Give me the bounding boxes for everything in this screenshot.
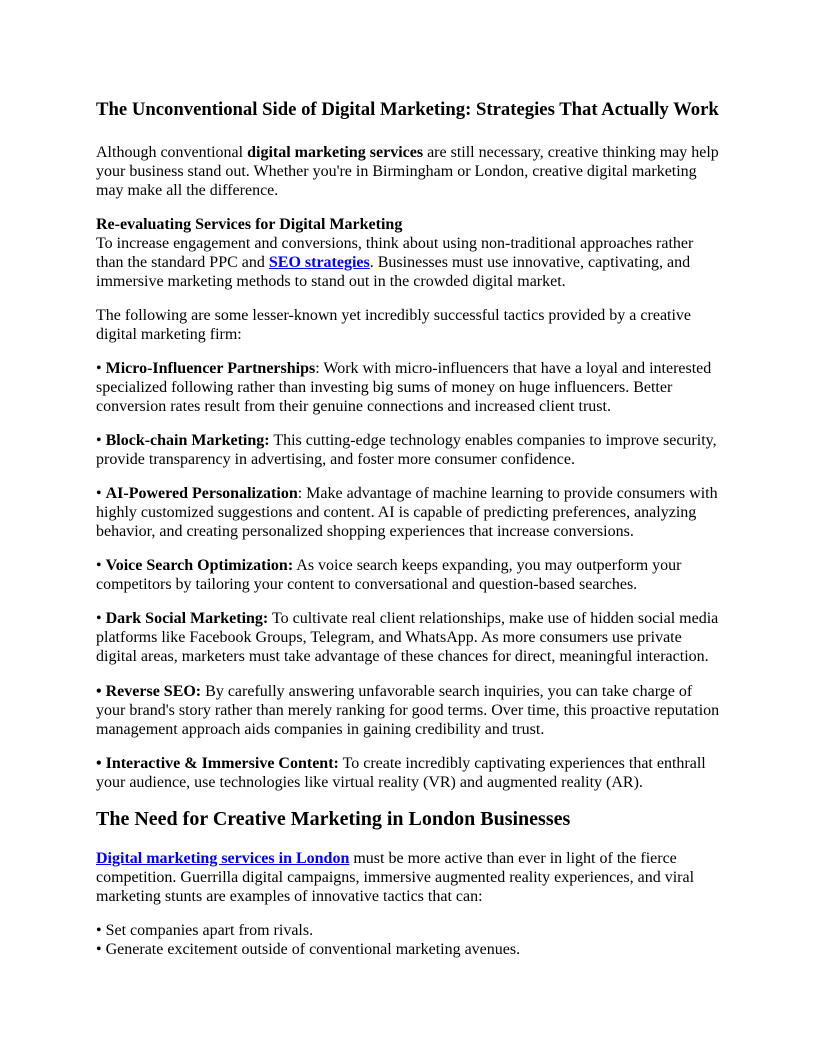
bullet-micro-influencer — [96, 359, 720, 416]
bullet-glyph: • — [96, 432, 106, 450]
reevaluating-paragraph — [96, 234, 720, 291]
bullet-title: • Interactive & Immersive Content: — [96, 754, 339, 772]
bullet-body: : Work with micro-influencers that have a loyal and interested specialized following rather than investing big sums of money on huge influencers. Better conversion rates result from their genuine connections and increased client trust. — [96, 360, 712, 416]
bullet-glyph: • — [96, 610, 106, 628]
london-paragraph — [96, 849, 720, 906]
bullet-title: AI-Powered Personalization — [105, 485, 298, 503]
london-heading: The Need for Creative Marketing in London Businesses — [96, 807, 571, 830]
text-run: are still necessary, creative thinking may help your business stand out. Whether you're in Birmingham or London, creative digital marketing may make all the difference. — [96, 143, 719, 199]
bullet-title: • Reverse SEO: — [96, 682, 202, 700]
bullet-title: Micro-Influencer Partnerships — [105, 360, 316, 378]
bullet-body: To create incredibly captivating experiences that enthrall your audience, use technologies like virtual reality (VR) and augmented reality (AR). — [96, 754, 706, 791]
text-run: must be more active than ever in light of the fierce competition. Guerrilla digital campaigns, immersive augmented reality experiences, and viral marketing stunts are examples of innovative tactics that can: — [96, 849, 695, 905]
bold-text-run: digital marketing services — [247, 143, 424, 161]
bullet-title: Voice Search Optimization: — [105, 557, 294, 575]
bullet-body: By carefully answering unfavorable search inquiries, you can take charge of your brand's story rather than merely ranking for good terms. Over time, this proactive reputation management approach aids companies in gaining credibility and trust. — [96, 682, 720, 738]
bullet-interactive-content — [96, 754, 720, 792]
bullet-ai-personalization — [96, 484, 720, 541]
following-paragraph: The following are some lesser-known yet incredibly successful tactics provided by a creative digital marketing firm: — [96, 307, 692, 344]
reevaluating-heading: Re-evaluating Services for Digital Marketing — [96, 215, 403, 233]
final-bullet-excitement: • Generate excitement outside of conventional marketing avenues. — [96, 940, 521, 958]
bullet-blockchain — [96, 431, 720, 469]
digital-marketing-london-link[interactable]: Digital marketing services in London — [96, 849, 350, 867]
bullet-glyph: • — [96, 485, 106, 503]
bullet-body: As voice search keeps expanding, you may outperform your competitors by tailoring your content to conversational and question-based searches. — [96, 557, 682, 594]
bullet-body: This cutting-edge technology enables companies to improve security, provide transparency in advertising, and foster more consumer confidence. — [96, 432, 717, 469]
seo-strategies-link[interactable]: SEO strategies — [268, 253, 370, 271]
text-run: . Businesses must use innovative, captivating, and immersive marketing methods to stand out in the crowded digital market. — [96, 253, 691, 290]
final-bullet-rivals: • Set companies apart from rivals. — [96, 921, 314, 939]
bullet-voice-search — [96, 556, 720, 594]
bullet-title: Dark Social Marketing: — [105, 610, 269, 628]
bullet-title: Block-chain Marketing: — [105, 432, 270, 450]
intro-paragraph — [96, 143, 720, 200]
bullet-reverse-seo — [96, 682, 720, 739]
text-run: Although conventional — [96, 143, 248, 161]
bullet-dark-social — [96, 609, 720, 666]
bullet-body: To cultivate real client relationships, make use of hidden social media platforms like Facebook Groups, Telegram, and WhatsApp. As more consumers use private digital areas, marketers must take advantage of these chances for direct, meaningful interaction. — [96, 610, 719, 666]
bullet-glyph: • — [96, 360, 106, 378]
document-title: The Unconventional Side of Digital Marketing: Strategies That Actually Work — [96, 99, 719, 120]
bullet-glyph: • — [96, 557, 106, 575]
bullet-body: : Make advantage of machine learning to provide consumers with highly customized suggestions and content. AI is capable of predicting preferences, analyzing behavior, and creating personalized shopping experiences that increase conversions. — [96, 485, 718, 541]
text-run: To increase engagement and conversions, think about using non-traditional approaches rather than the standard PPC and — [96, 234, 694, 271]
